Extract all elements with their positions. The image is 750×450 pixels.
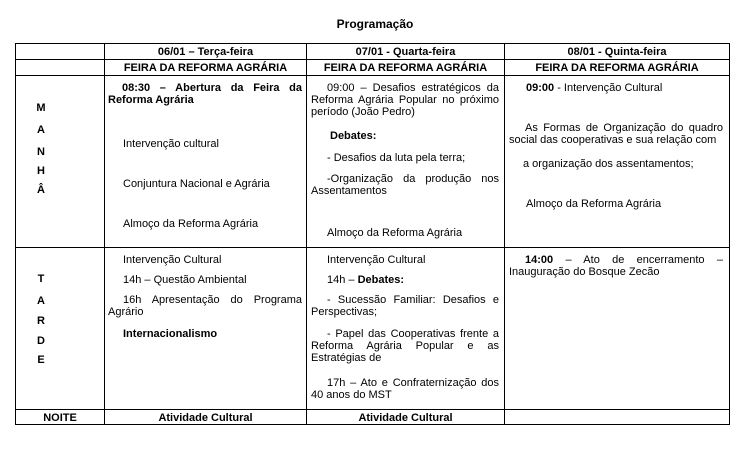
afternoon-wed-item: - Papel das Cooperativas frente a Reforma Agrária Popular e as Estratégias de: [311, 328, 499, 364]
morning-thu-item: Almoço da Reforma Agrária: [526, 198, 662, 210]
afternoon-tue-item: 14h – Questão Ambiental: [123, 274, 247, 286]
afternoon-wed-item: 14h – Debates:: [327, 274, 405, 286]
period-letter: Â: [37, 184, 45, 196]
night-tue: Atividade Cultural: [158, 412, 253, 424]
day-header-thu: 08/01 - Quinta-feira: [567, 46, 667, 58]
period-letter: H: [37, 165, 45, 177]
morning-tue-item: Conjuntura Nacional e Agrária: [123, 178, 270, 190]
period-letter: E: [37, 354, 45, 366]
period-letter: D: [37, 335, 45, 347]
period-letter: M: [36, 102, 46, 114]
morning-tue-item: Intervenção cultural: [123, 138, 219, 150]
morning-wed-debates: Debates:: [330, 130, 377, 142]
period-letter: A: [37, 124, 45, 136]
event-header-wed: FEIRA DA REFORMA AGRÁRIA: [323, 62, 488, 74]
morning-tue-item: Almoço da Reforma Agrária: [123, 218, 259, 230]
morning-wed-item: - Desafios da luta pela terra;: [327, 152, 466, 164]
afternoon-tue-item: Intervenção Cultural: [123, 254, 222, 266]
page-title: Programação: [336, 17, 414, 31]
event-header-tue: FEIRA DA REFORMA AGRÁRIA: [123, 62, 288, 74]
event-header-thu: FEIRA DA REFORMA AGRÁRIA: [535, 62, 699, 74]
morning-tue-opening: 08:30 – Abertura da Feira da Reforma Agrária: [108, 82, 302, 106]
afternoon-wed-item: 17h – Ato e Confraternização dos 40 anos do MST: [311, 377, 499, 401]
morning-wed-item: -Organização da produção nos Assentamentos: [311, 173, 499, 197]
afternoon-thu-item: 14:00 – Ato de encerramento – Inauguração do Bosque Zecão: [509, 254, 723, 278]
afternoon-wed-item: - Sucessão Familiar: Desafios e Perspectivas;: [311, 294, 499, 318]
morning-thu-item: As Formas de Organização do quadro social das cooperativas e sua relação com: [509, 122, 723, 146]
period-letter: N: [37, 146, 45, 158]
morning-thu-item: a organização dos assentamentos;: [523, 158, 694, 170]
afternoon-tue-item: Internacionalismo: [123, 328, 218, 340]
morning-wed-item: 09:00 – Desafios estratégicos da Reforma Agrária Popular no próximo período (João Pedro): [311, 82, 499, 118]
period-letter: A: [37, 295, 45, 307]
period-night-label: NOITE: [43, 412, 77, 424]
day-header-wed: 07/01 - Quarta-feira: [355, 46, 456, 58]
day-header-tue: 06/01 – Terça-feira: [157, 46, 254, 58]
night-wed: Atividade Cultural: [358, 412, 453, 424]
period-letter: R: [37, 315, 45, 327]
morning-thu-item: 09:00 - Intervenção Cultural: [526, 82, 663, 94]
afternoon-tue-item: 16h Apresentação do Programa Agrário: [108, 294, 302, 318]
period-letter: T: [37, 273, 45, 285]
morning-wed-item: Almoço da Reforma Agrária: [327, 227, 463, 239]
afternoon-wed-item: Intervenção Cultural: [327, 254, 426, 266]
